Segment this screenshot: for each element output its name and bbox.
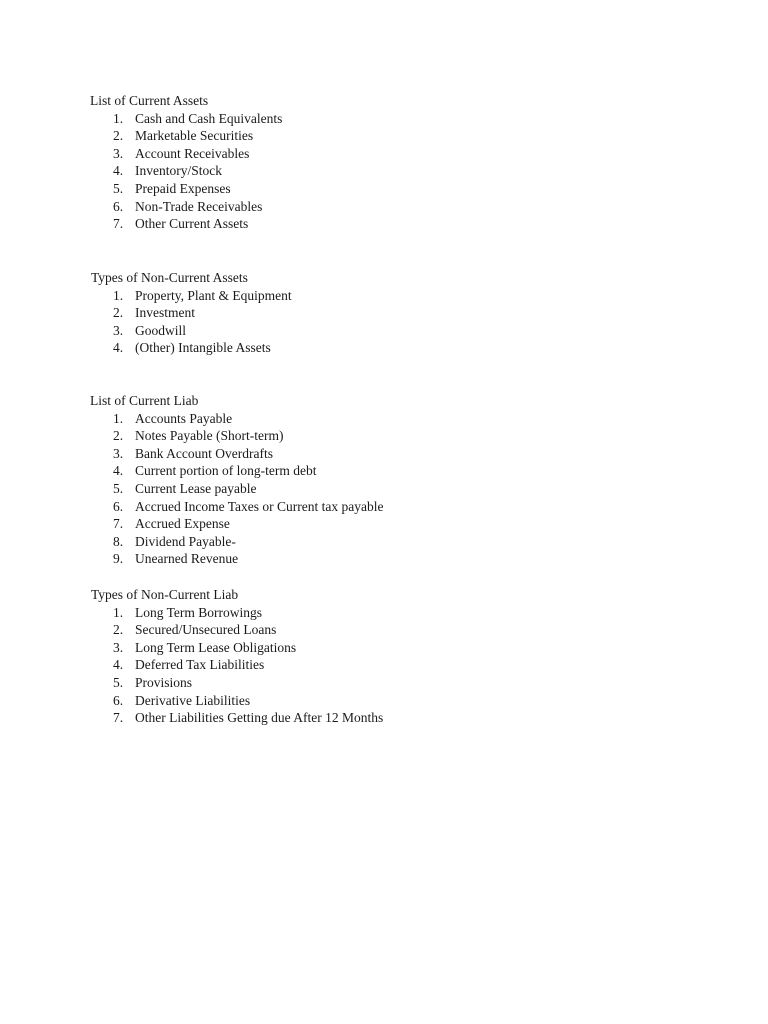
- list-item: [90, 215, 249, 233]
- item-number: 4.: [113, 163, 124, 179]
- item-text: Marketable Securities: [135, 128, 254, 144]
- section-heading: Types of Non-Current Assets: [91, 270, 248, 285]
- item-text: Notes Payable (Short-term): [135, 428, 284, 444]
- item-number: 7.: [113, 516, 124, 532]
- item-text: Current Lease payable: [135, 480, 257, 496]
- item-text: Current portion of long-term debt: [135, 463, 317, 479]
- list-item: [90, 287, 292, 305]
- item-text: Provisions: [135, 674, 193, 690]
- item-number: 3.: [113, 445, 124, 461]
- item-number: 3.: [113, 145, 124, 161]
- item-number: 3.: [113, 639, 124, 655]
- item-text: Dividend Payable-: [135, 533, 236, 549]
- section-current-liabilities: [90, 392, 384, 568]
- section-non-current-liabilities: [91, 586, 384, 727]
- item-text: Deferred Tax Liabilities: [135, 657, 265, 673]
- list-item: [90, 550, 239, 568]
- list-item: [90, 462, 317, 480]
- item-text: Account Receivables: [135, 145, 250, 161]
- item-number: 4.: [113, 463, 124, 479]
- item-number: 2.: [113, 428, 124, 444]
- item-text: Bank Account Overdrafts: [135, 445, 273, 461]
- item-number: 1.: [113, 110, 124, 126]
- item-text: Accrued Income Taxes or Current tax payable: [135, 498, 384, 514]
- item-text: Inventory/Stock: [135, 163, 222, 179]
- item-number: 8.: [113, 533, 124, 549]
- item-text: Investment: [135, 305, 195, 321]
- item-number: 9.: [113, 551, 124, 567]
- item-number: 5.: [113, 674, 124, 690]
- item-number: 1.: [113, 410, 124, 426]
- section-heading: Types of Non-Current Liab: [91, 587, 239, 602]
- list-item: [90, 110, 283, 128]
- list-item: [90, 621, 277, 639]
- section-heading: List of Current Assets: [90, 93, 209, 108]
- item-text: Cash and Cash Equivalents: [135, 110, 283, 126]
- item-number: 2.: [113, 128, 124, 144]
- item-number: 7.: [113, 710, 124, 726]
- section-non-current-assets: [91, 269, 292, 357]
- list-item: [90, 339, 271, 357]
- item-text: Goodwill: [135, 322, 187, 338]
- item-text: Property, Plant & Equipment: [135, 287, 292, 303]
- item-number: 4.: [113, 340, 124, 356]
- numbered-list: [90, 287, 292, 357]
- item-number: 2.: [113, 305, 124, 321]
- item-number: 4.: [113, 657, 124, 673]
- item-text: Non-Trade Receivables: [135, 198, 263, 214]
- list-item: [90, 304, 248, 322]
- list-item: [90, 145, 250, 163]
- list-item: [90, 480, 257, 498]
- item-text: Other Current Assets: [135, 216, 249, 232]
- item-number: 3.: [113, 322, 124, 338]
- numbered-list: [90, 110, 283, 233]
- item-text: Derivative Liabilities: [135, 692, 251, 708]
- list-item: [90, 498, 384, 516]
- item-number: 6.: [113, 498, 124, 514]
- list-item: [90, 162, 222, 180]
- item-number: 5.: [113, 180, 124, 196]
- list-item: [90, 533, 236, 551]
- list-item: [90, 427, 284, 445]
- list-item: [90, 709, 384, 727]
- list-item: [90, 445, 273, 463]
- list-item: [90, 127, 254, 145]
- section-heading: List of Current Liab: [90, 393, 199, 408]
- item-number: 7.: [113, 216, 124, 232]
- list-item: [90, 180, 231, 198]
- item-text: Prepaid Expenses: [135, 180, 231, 196]
- section-current-assets: [90, 92, 283, 233]
- list-item: [90, 198, 263, 216]
- list-item: [90, 410, 233, 428]
- list-item: [90, 674, 238, 692]
- item-number: 5.: [113, 480, 124, 496]
- item-number: 2.: [113, 622, 124, 638]
- list-item: [90, 639, 297, 657]
- numbered-list: [90, 410, 384, 568]
- item-text: Secured/Unsecured Loans: [135, 622, 277, 638]
- numbered-list: [90, 604, 384, 727]
- list-item: [90, 515, 230, 533]
- item-number: 6.: [113, 692, 124, 708]
- item-text: (Other) Intangible Assets: [135, 340, 271, 356]
- item-text: Long Term Borrowings: [135, 604, 263, 620]
- list-item: [90, 656, 265, 674]
- item-text: Accounts Payable: [135, 410, 233, 426]
- item-number: 1.: [113, 604, 124, 620]
- item-text: Long Term Lease Obligations: [135, 639, 297, 655]
- list-item: [90, 322, 248, 340]
- item-number: 1.: [113, 287, 124, 303]
- item-number: 6.: [113, 198, 124, 214]
- item-text: Unearned Revenue: [135, 551, 239, 567]
- item-text: Other Liabilities Getting due After 12 Months: [135, 710, 384, 726]
- list-item: [90, 604, 263, 622]
- list-item: [90, 692, 251, 710]
- item-text: Accrued Expense: [135, 516, 230, 532]
